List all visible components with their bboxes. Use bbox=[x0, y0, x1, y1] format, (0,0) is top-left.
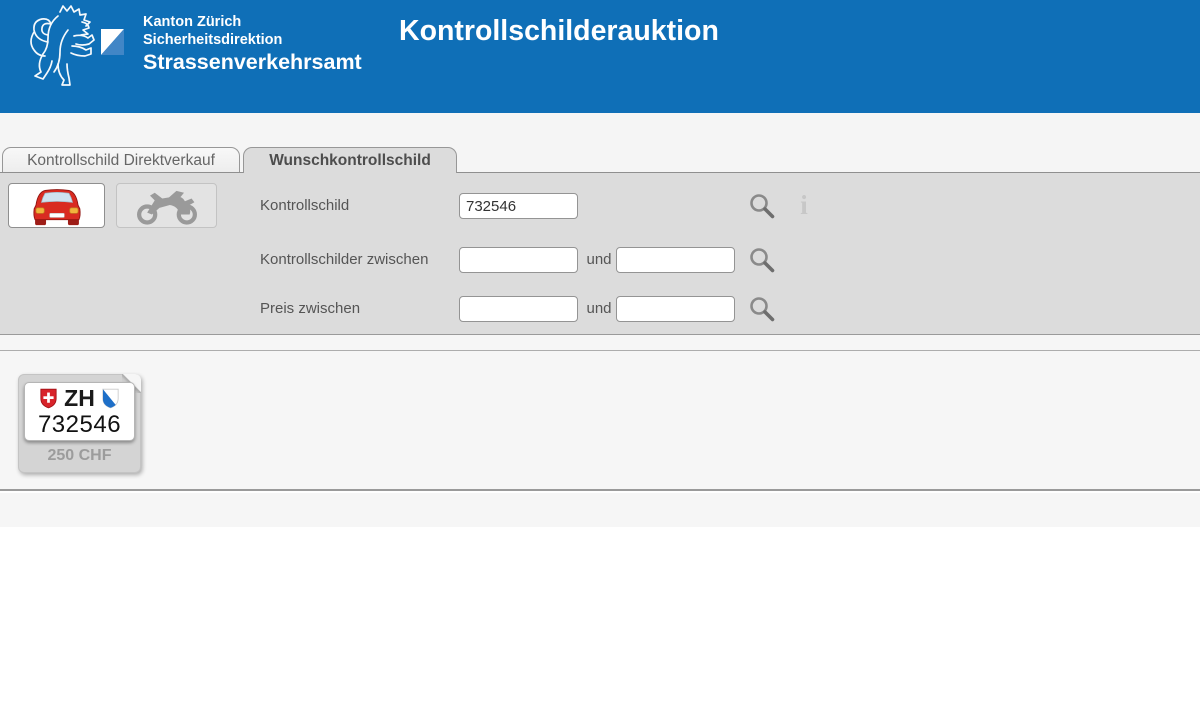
plate-canton-code: ZH bbox=[64, 385, 95, 411]
preis-bis-input[interactable] bbox=[616, 296, 735, 322]
kontrollschild-input[interactable] bbox=[459, 193, 578, 219]
zurich-shield-icon bbox=[102, 388, 119, 409]
search-icon bbox=[748, 295, 776, 323]
search-range-button[interactable] bbox=[747, 246, 777, 274]
search-icon bbox=[748, 246, 776, 274]
page-title: Kontrollschilderauktion bbox=[399, 15, 719, 47]
kontrollschild-label: Kontrollschild bbox=[260, 197, 350, 214]
kontrollschild-bis-input[interactable] bbox=[616, 247, 735, 273]
form-row-preis-zwischen bbox=[0, 295, 1200, 323]
kontrollschild-von-input[interactable] bbox=[459, 247, 578, 273]
search-icon bbox=[748, 192, 776, 220]
und-connector: und bbox=[586, 251, 612, 268]
org-line-amt: Strassenverkehrsamt bbox=[143, 50, 362, 74]
zurich-flag-icon bbox=[101, 29, 124, 55]
org-line-direktion: Sicherheitsdirektion bbox=[143, 31, 283, 48]
org-name-block bbox=[143, 14, 362, 75]
form-row-kontrollschilder-zwischen bbox=[0, 246, 1200, 274]
form-row-kontrollschild bbox=[0, 192, 1200, 220]
app-header bbox=[0, 0, 1200, 113]
info-icon[interactable]: i bbox=[800, 190, 808, 220]
footer-strip bbox=[0, 493, 1200, 527]
org-line-kanton: Kanton Zürich bbox=[143, 14, 242, 30]
plate-result-card[interactable] bbox=[18, 374, 141, 473]
separator-strip bbox=[0, 335, 1200, 351]
license-plate bbox=[24, 382, 135, 441]
search-kontrollschild-button[interactable] bbox=[747, 192, 777, 220]
preis-zwischen-label: Preis zwischen bbox=[260, 300, 361, 317]
kontrollschilder-zwischen-label: Kontrollschilder zwischen bbox=[260, 251, 429, 268]
results-section bbox=[0, 351, 1200, 491]
tab-kontrollschild-direktverkauf[interactable] bbox=[2, 147, 240, 172]
swiss-cross-shield-icon bbox=[40, 388, 57, 409]
tab-label: Wunschkontrollschild bbox=[269, 152, 431, 169]
tab-wunschkontrollschild[interactable] bbox=[243, 147, 457, 173]
preis-von-input[interactable] bbox=[459, 296, 578, 322]
plate-number: 732546 bbox=[37, 411, 122, 438]
und-connector: und bbox=[586, 300, 612, 317]
tab-label: Kontrollschild Direktverkauf bbox=[27, 152, 215, 169]
search-price-button[interactable] bbox=[747, 295, 777, 323]
plate-price: 250 CHF bbox=[47, 447, 112, 464]
zurich-lion-logo-icon bbox=[24, 2, 98, 98]
